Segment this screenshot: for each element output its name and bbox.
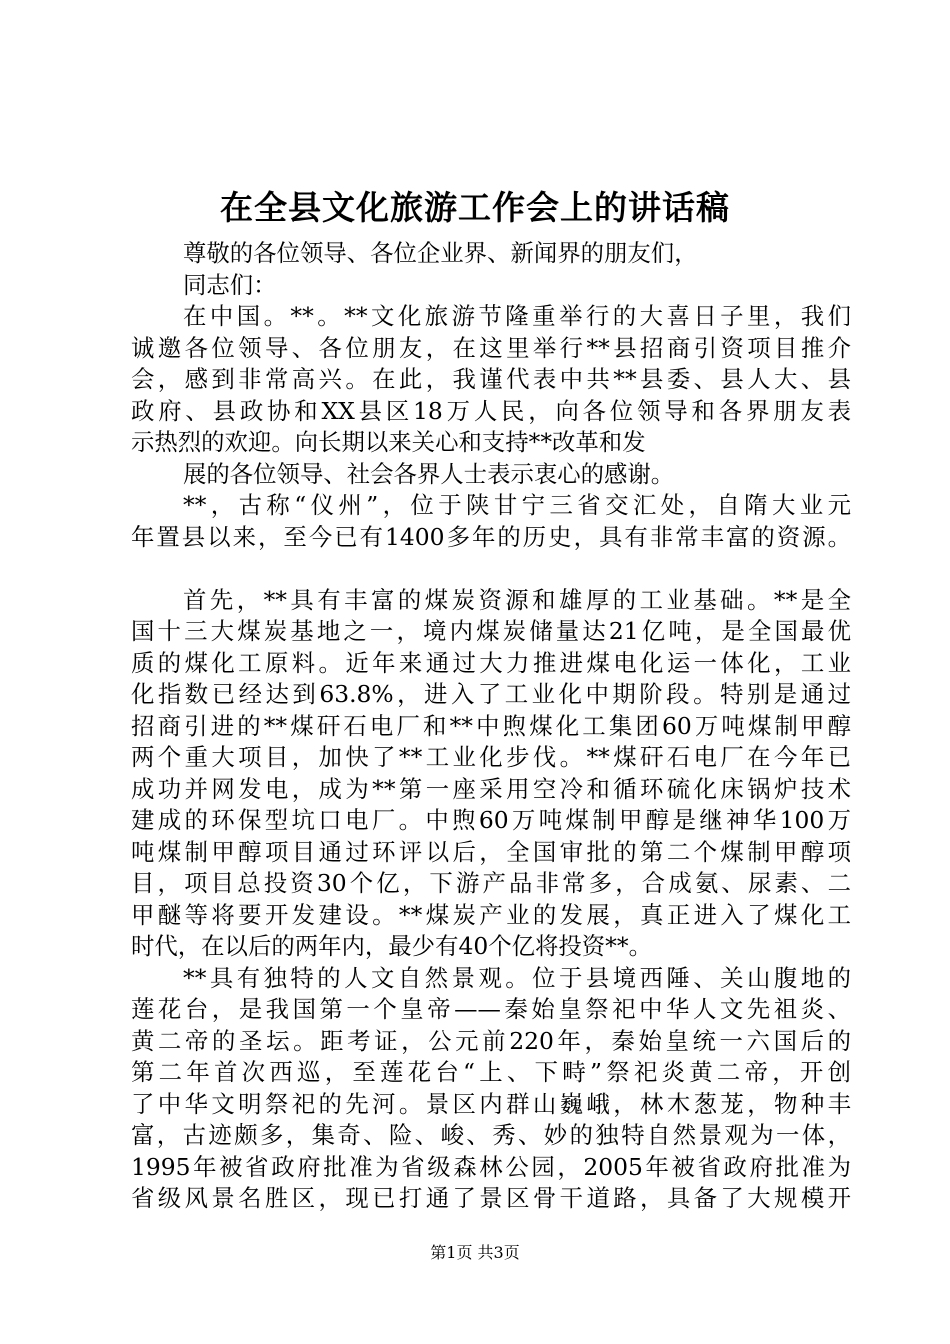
text-line: 时代，在以后的两年内，最少有40个亿将投资**。 bbox=[131, 932, 652, 960]
text-line: 第二年首次西巡，至莲花台“上、下畤”祭祀炎黄二帝，开创 bbox=[131, 1058, 851, 1086]
text-line: 示热烈的欢迎。向长期以来关心和支持**改革和发 bbox=[131, 428, 646, 456]
text-line: 吨煤制甲醇项目通过环评以后，全国审批的第二个煤制甲醇项 bbox=[131, 837, 851, 866]
text-line: 了中华文明祭祀的先河。景区内群山巍峨，林木葱茏，物种丰 bbox=[131, 1089, 851, 1118]
text-line: **，古称“仪州”，位于陕甘宁三省交汇处，自隋大业元 bbox=[183, 491, 851, 519]
text-line: 建成的环保型坑口电厂。中煦60万吨煤制甲醇是继神华100万 bbox=[131, 806, 851, 834]
text-line: 年置县以来，至今已有1400多年的历史，具有非常丰富的资源。 bbox=[131, 522, 851, 551]
text-line: 1995年被省政府批准为省级森林公园，2005年被省政府批准为 bbox=[131, 1152, 851, 1181]
text-line: 在中国。**。**文化旅游节隆重举行的大喜日子里，我们 bbox=[183, 302, 851, 330]
blank-line bbox=[131, 553, 851, 585]
text-line: 两个重大项目，加快了**工业化步伐。**煤矸石电厂在今年已 bbox=[131, 743, 851, 771]
text-line: **具有独特的人文自然景观。位于县境西陲、关山腹地的 bbox=[183, 963, 851, 992]
text-line: 成功并网发电，成为**第一座采用空冷和循环硫化床锅炉技术 bbox=[131, 774, 851, 803]
text-line: 会，感到非常高兴。在此，我谨代表中共**县委、县人大、县 bbox=[131, 365, 851, 393]
text-line: 莲花台，是我国第一个皇帝——秦始皇祭祀中华人文先祖炎、 bbox=[131, 995, 851, 1023]
text-line: 富，古迹颇多，集奇、险、峻、秀、妙的独特自然景观为一体， bbox=[131, 1121, 851, 1149]
text-line: 国十三大煤炭基地之一，境内煤炭储量达21亿吨，是全国最优 bbox=[131, 617, 851, 645]
text-line: 首先，**具有丰富的煤炭资源和雄厚的工业基础。**是全 bbox=[183, 585, 851, 614]
page-footer: 第1页 共3页 bbox=[430, 1243, 520, 1262]
text-line: 省级风景名胜区，现已打通了景区骨干道路，具备了大规模开 bbox=[131, 1184, 851, 1212]
text-line: 目，项目总投资30个亿，下游产品非常多，合成氨、尿素、二 bbox=[131, 869, 851, 897]
text-line: 招商引进的**煤矸石电厂和**中煦煤化工集团60万吨煤制甲醇 bbox=[131, 711, 851, 740]
text-line: 甲醚等将要开发建设。**煤炭产业的发展，真正进入了煤化工 bbox=[131, 900, 851, 929]
document-body bbox=[131, 238, 851, 1215]
document-title: 在全县文化旅游工作会上的讲话稿 bbox=[220, 188, 730, 227]
text-line: 尊敬的各位领导、各位企业界、新闻界的朋友们， bbox=[183, 239, 698, 267]
text-line: 同志们： bbox=[183, 270, 277, 299]
text-line: 化指数已经达到63.8%，进入了工业化中期阶段。特别是通过 bbox=[131, 680, 851, 708]
text-line: 黄二帝的圣坛。距考证，公元前220年，秦始皇统一六国后的 bbox=[131, 1026, 851, 1055]
text-line: 政府、县政协和XX县区18万人民，向各位领导和各界朋友表 bbox=[131, 396, 851, 425]
text-line: 展的各位领导、社会各界人士表示衷心的感谢。 bbox=[183, 459, 675, 488]
text-line: 诚邀各位领导、各位朋友，在这里举行**县招商引资项目推介 bbox=[131, 333, 851, 362]
text-line: 质的煤化工原料。近年来通过大力推进煤电化运一体化，工业 bbox=[131, 648, 851, 677]
